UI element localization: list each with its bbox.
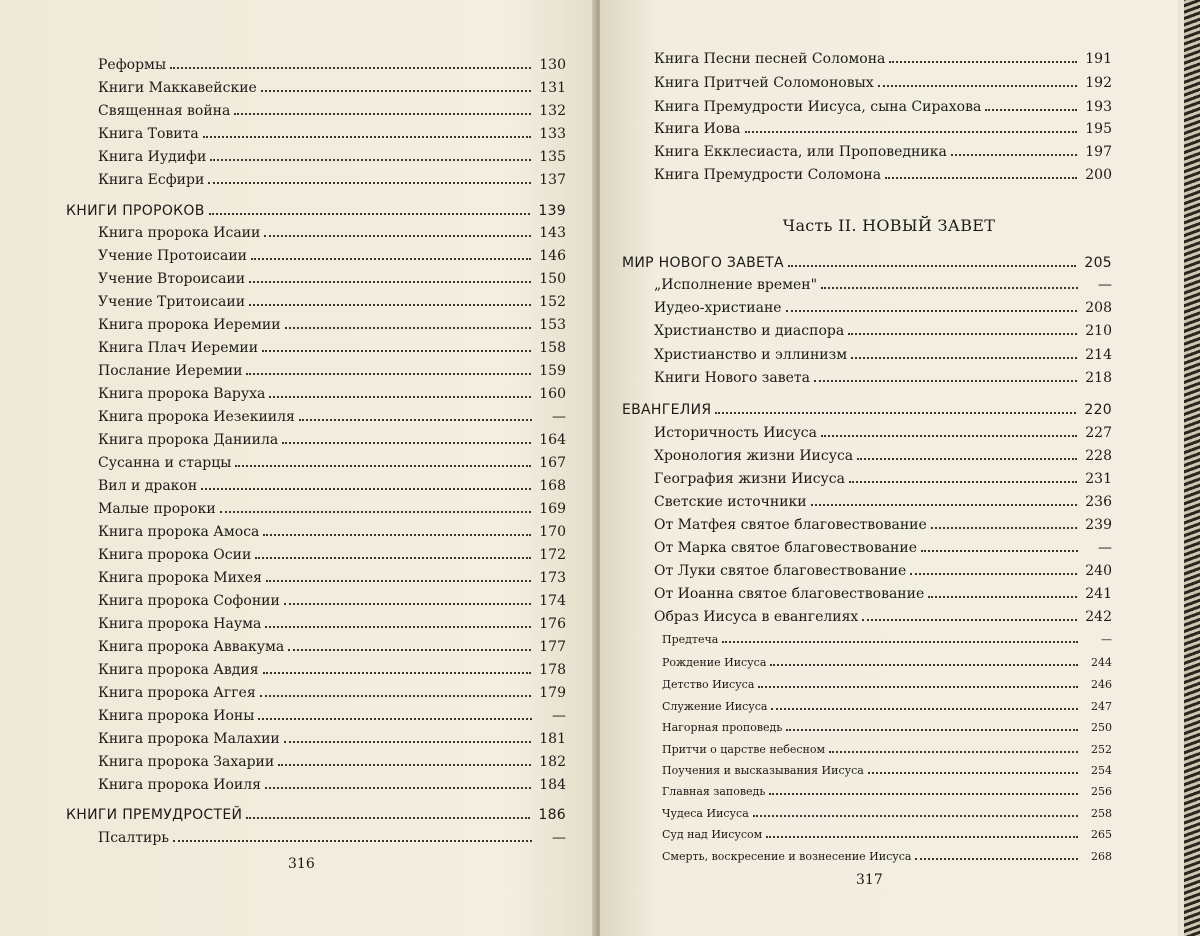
toc-entry [98, 477, 566, 495]
toc-page-number: 184 [539, 777, 566, 793]
toc-page-number: 146 [539, 248, 566, 264]
dot-leader [299, 419, 532, 421]
dot-leader [269, 396, 531, 398]
toc-entry-title: Книга пророка Варуха [98, 386, 266, 402]
toc-entry [98, 615, 566, 633]
dot-leader [811, 504, 1078, 506]
toc-entry [654, 516, 1112, 534]
toc-page-number: 150 [539, 271, 566, 287]
toc-entry-title: Книга пророка Малахии [98, 731, 280, 747]
toc-section-heading [622, 401, 1112, 419]
toc-entry [98, 454, 566, 472]
toc-page-number: 172 [539, 547, 566, 563]
toc-page-number: 240 [1085, 563, 1112, 579]
toc-page-number: 143 [539, 225, 566, 241]
toc-page-number: 139 [538, 203, 566, 219]
toc-entry [98, 408, 566, 426]
toc-entry-title: Книга Екклесиаста, или Проповедника [654, 144, 947, 160]
toc-entry [654, 276, 1112, 294]
toc-entry-title: Сусанна и старцы [98, 455, 232, 471]
page-edge-inner [1178, 0, 1184, 936]
toc-page-number: 242 [1085, 609, 1112, 625]
toc-entry-title: Книга пророка Аггея [98, 685, 256, 701]
dot-leader [722, 641, 1078, 643]
toc-entry-title: Псалтирь [98, 830, 169, 846]
dot-leader [284, 741, 531, 743]
dot-leader [255, 557, 531, 559]
toc-entry [654, 346, 1112, 364]
toc-entry-title: Книга пророка Ионы [98, 708, 255, 724]
toc-entry [98, 431, 566, 449]
toc-entry [662, 762, 1112, 780]
toc-page-number: 137 [539, 172, 566, 188]
toc-entry [654, 562, 1112, 580]
toc-entry-title: Книга пророка Авдия [98, 662, 259, 678]
toc-entry-title: Светские источники [654, 494, 807, 510]
dot-leader [851, 357, 1077, 359]
dot-leader [829, 751, 1078, 753]
toc-entry [654, 143, 1112, 161]
dot-leader [249, 304, 531, 306]
toc-entry-title: Поучения и высказывания Иисуса [662, 764, 864, 777]
dot-leader [264, 235, 531, 237]
left-page [0, 0, 596, 936]
toc-page-number: 133 [539, 126, 566, 142]
dot-leader [251, 258, 531, 260]
toc-entry [654, 539, 1112, 557]
toc-entry-title: Учение Второисаии [98, 271, 246, 287]
toc-entry [98, 730, 566, 748]
toc-page-number: 159 [539, 363, 566, 379]
dot-leader [246, 373, 531, 375]
toc-entry [654, 299, 1112, 317]
dot-leader [766, 836, 1078, 838]
toc-page-number: 192 [1085, 75, 1112, 91]
dot-leader [814, 380, 1077, 382]
toc-entry-title: Книга пророка Наума [98, 616, 262, 632]
toc-entry-title: Книга пророка Захарии [98, 754, 275, 770]
toc-page-number: — [552, 708, 566, 724]
toc-entry [662, 698, 1112, 716]
dot-leader [285, 327, 532, 329]
toc-entry-title: Книга пророка Софонии [98, 593, 280, 609]
toc-entry-title: География жизни Иисуса [654, 471, 845, 487]
toc-entry-title: Христианство и эллинизм [654, 347, 848, 363]
toc-entry [654, 74, 1112, 92]
dot-leader [246, 817, 530, 819]
toc-page-number: 254 [1091, 764, 1112, 777]
dot-leader [234, 113, 531, 115]
toc-page-number: 246 [1091, 678, 1112, 691]
toc-entry [654, 470, 1112, 488]
toc-entry-title: Учение Протоисаии [98, 248, 248, 264]
toc-entry-title: Реформы [98, 57, 167, 73]
dot-leader [889, 61, 1077, 63]
toc-entry-title: Книга Плач Иеремии [98, 340, 259, 356]
dot-leader [915, 858, 1078, 860]
toc-page-number: — [1101, 633, 1112, 646]
toc-entry [98, 776, 566, 794]
toc-entry [662, 676, 1112, 694]
toc-entry-title: От Матфея святое благовествование [654, 517, 927, 533]
toc-page-number: 177 [539, 639, 566, 655]
toc-entry [98, 56, 566, 74]
toc-page-number: 227 [1085, 425, 1112, 441]
toc-entry-title: Нагорная проповедь [662, 721, 783, 734]
toc-entry-title: КНИГИ ПРОРОКОВ [66, 203, 205, 219]
toc-page-number: 200 [1085, 167, 1112, 183]
toc-entry-title: ЕВАНГЕЛИЯ [622, 402, 712, 418]
toc-page-number: 236 [1085, 494, 1112, 510]
toc-page-number: 258 [1091, 807, 1112, 820]
dot-leader [885, 177, 1077, 179]
toc-section-heading [622, 254, 1112, 272]
dot-leader [282, 442, 531, 444]
dot-leader [265, 787, 531, 789]
toc-entry-title: Книга Песни песней Соломона [654, 51, 886, 67]
dot-leader [260, 695, 532, 697]
toc-entry [98, 125, 566, 143]
toc-page-number: 250 [1091, 721, 1112, 734]
toc-entry-title: КНИГИ ПРЕМУДРОСТЕЙ [66, 807, 243, 823]
dot-leader [786, 729, 1078, 731]
toc-page-number: 135 [539, 149, 566, 165]
toc-entry-title: От Марка святое благовествование [654, 540, 917, 556]
left-page-number: 316 [288, 856, 315, 872]
dot-leader [857, 458, 1077, 460]
toc-entry-title: Книга Премудрости Иисуса, сына Сирахова [654, 99, 982, 115]
toc-page-number: 228 [1085, 448, 1112, 464]
toc-page-number: 241 [1085, 586, 1112, 602]
toc-page-number: 231 [1085, 471, 1112, 487]
toc-entry-title: Книга пророка Иоиля [98, 777, 261, 793]
toc-entry [662, 631, 1112, 649]
dot-leader [745, 131, 1078, 133]
dot-leader [210, 159, 531, 161]
dot-leader [848, 333, 1077, 335]
toc-page-number: 164 [539, 432, 566, 448]
toc-section-heading [66, 202, 566, 220]
dot-leader [263, 672, 532, 674]
toc-page-number: 173 [539, 570, 566, 586]
toc-entry-title: От Луки святое благовествование [654, 563, 907, 579]
toc-page-number: 176 [539, 616, 566, 632]
toc-entry-title: Книга Иудифи [98, 149, 207, 165]
toc-entry [98, 684, 566, 702]
toc-entry-title: Книга пророка Аввакума [98, 639, 285, 655]
toc-entry [662, 654, 1112, 672]
toc-entry [98, 362, 566, 380]
toc-entry [98, 523, 566, 541]
toc-entry [654, 166, 1112, 184]
dot-leader [715, 412, 1076, 414]
toc-entry [98, 171, 566, 189]
dot-leader [220, 511, 532, 513]
dot-leader [849, 481, 1077, 483]
toc-entry [654, 424, 1112, 442]
toc-page-number: 265 [1091, 828, 1112, 841]
toc-entry-title: Иудео-христиане [654, 300, 782, 316]
toc-entry [662, 719, 1112, 737]
dot-leader [753, 815, 1078, 817]
right-page-number: 317 [856, 872, 883, 888]
toc-page-number: 220 [1084, 402, 1112, 418]
toc-entry [654, 50, 1112, 68]
toc-entry [98, 247, 566, 265]
toc-entry-title: Предтеча [662, 633, 719, 646]
toc-page-number: 167 [539, 455, 566, 471]
dot-leader [928, 596, 1077, 598]
toc-page-number: 179 [539, 685, 566, 701]
toc-entry-title: Книга пророка Иеремии [98, 317, 281, 333]
toc-entry [654, 493, 1112, 511]
toc-entry-title: Священная война [98, 103, 231, 119]
toc-entry-title: Книга пророка Иезекииля [98, 409, 295, 425]
toc-page-number: 244 [1091, 656, 1112, 669]
toc-entry-title: Главная заповедь [662, 785, 766, 798]
toc-page-number: 174 [539, 593, 566, 609]
toc-page-number: 208 [1085, 300, 1112, 316]
dot-leader [288, 649, 531, 651]
toc-entry [98, 148, 566, 166]
dot-leader [265, 626, 531, 628]
toc-entry [654, 322, 1112, 340]
toc-page-number: 152 [539, 294, 566, 310]
toc-entry-title: Книга Притчей Соломоновых [654, 75, 874, 91]
toc-entry [98, 224, 566, 242]
dot-leader [786, 310, 1078, 312]
dot-leader [170, 67, 531, 69]
dot-leader [278, 764, 531, 766]
dot-leader [931, 527, 1078, 529]
toc-entry-title: Христианство и диаспора [654, 323, 845, 339]
toc-entry-title: Книга пророка Михея [98, 570, 262, 586]
toc-page-number: 256 [1091, 785, 1112, 798]
dot-leader [261, 90, 531, 92]
dot-leader [921, 550, 1078, 552]
dot-leader [263, 534, 531, 536]
toc-entry-title: Книга пророка Амоса [98, 524, 260, 540]
toc-page-number: — [1098, 540, 1112, 556]
toc-page-number: 186 [538, 807, 566, 823]
toc-entry [98, 661, 566, 679]
toc-page-number: 195 [1085, 121, 1112, 137]
toc-section-heading [66, 806, 566, 824]
toc-page-number: 158 [539, 340, 566, 356]
dot-leader [201, 488, 531, 490]
toc-page-number: — [1098, 277, 1112, 293]
toc-entry [98, 500, 566, 518]
toc-page-number: 130 [539, 57, 566, 73]
toc-page-number: 178 [539, 662, 566, 678]
toc-page-number: 247 [1091, 700, 1112, 713]
dot-leader [951, 154, 1077, 156]
toc-page-number: 268 [1091, 850, 1112, 863]
right-page [600, 0, 1178, 936]
dot-leader [878, 85, 1078, 87]
toc-page-number: 191 [1085, 51, 1112, 67]
toc-entry-title: Смерть, воскресение и вознесение Иисуса [662, 850, 912, 863]
toc-page-number: 182 [539, 754, 566, 770]
toc-entry-title: Книга пророка Осии [98, 547, 252, 563]
toc-entry-title: Образ Иисуса в евангелиях [654, 609, 859, 625]
dot-leader [173, 840, 532, 842]
toc-entry [98, 79, 566, 97]
toc-entry [98, 339, 566, 357]
toc-entry-title: Книга пророка Даниила [98, 432, 279, 448]
toc-page-number: 197 [1085, 144, 1112, 160]
toc-entry-title: Суд над Иисусом [662, 828, 763, 841]
dot-leader [771, 708, 1078, 710]
toc-entry [98, 753, 566, 771]
toc-entry [662, 783, 1112, 801]
dot-leader [769, 793, 1078, 795]
toc-page-number: 131 [539, 80, 566, 96]
toc-page-number: 181 [539, 731, 566, 747]
toc-page-number: 252 [1091, 743, 1112, 756]
toc-entry-title: Вил и дракон [98, 478, 198, 494]
toc-entry [98, 316, 566, 334]
toc-entry [98, 829, 566, 847]
toc-entry [654, 585, 1112, 603]
dot-leader [821, 435, 1077, 437]
toc-entry-title: Учение Тритоисаии [98, 294, 246, 310]
dot-leader [910, 573, 1077, 575]
toc-entry [98, 102, 566, 120]
toc-entry-title: Детство Иисуса [662, 678, 755, 691]
dot-leader [284, 603, 531, 605]
dot-leader [203, 136, 532, 138]
toc-page-number: 193 [1085, 99, 1112, 115]
toc-entry [98, 638, 566, 656]
dot-leader [258, 718, 532, 720]
toc-page-number: 169 [539, 501, 566, 517]
toc-entry-title: Книга Товита [98, 126, 199, 142]
dot-leader [788, 265, 1077, 267]
toc-entry-title: Книга пророка Исаии [98, 225, 261, 241]
toc-entry-title: Книги Маккавейские [98, 80, 257, 96]
toc-entry-title: Малые пророки [98, 501, 216, 517]
toc-page-number: 170 [539, 524, 566, 540]
toc-page-number: 239 [1085, 517, 1112, 533]
toc-entry-title: Книга Иова [654, 121, 741, 137]
dot-leader [266, 580, 531, 582]
toc-entry-title: „Исполнение времен" [654, 277, 818, 293]
toc-entry-title: Послание Иеремии [98, 363, 243, 379]
toc-entry-title: Книги Нового завета [654, 370, 811, 386]
dot-leader [235, 465, 531, 467]
toc-page-number: 214 [1085, 347, 1112, 363]
dot-leader [985, 109, 1077, 111]
dot-leader [262, 350, 531, 352]
toc-entry [662, 826, 1112, 844]
toc-entry [654, 98, 1112, 116]
dot-leader [249, 281, 531, 283]
dot-leader [862, 619, 1077, 621]
toc-entry [98, 270, 566, 288]
toc-entry-title: МИР НОВОГО ЗАВЕТА [622, 255, 784, 271]
toc-entry-title: Служение Иисуса [662, 700, 768, 713]
left-toc [0, 0, 596, 936]
toc-page-number: 218 [1085, 370, 1112, 386]
toc-page-number: 205 [1084, 255, 1112, 271]
dot-leader [821, 287, 1078, 289]
toc-entry [654, 120, 1112, 138]
toc-entry [98, 569, 566, 587]
toc-page-number: — [552, 830, 566, 846]
toc-entry [662, 848, 1112, 866]
toc-entry-title: Притчи о царстве небесном [662, 743, 826, 756]
toc-page-number: 132 [539, 103, 566, 119]
toc-entry [654, 608, 1112, 626]
toc-entry [662, 805, 1112, 823]
toc-entry-title: Хронология жизни Иисуса [654, 448, 854, 464]
toc-entry-title: Рождение Иисуса [662, 656, 767, 669]
dot-leader [208, 182, 531, 184]
dot-leader [770, 664, 1078, 666]
toc-entry [98, 546, 566, 564]
dot-leader [209, 213, 531, 215]
dot-leader [868, 772, 1078, 774]
toc-entry [662, 741, 1112, 759]
toc-entry [98, 707, 566, 725]
toc-entry [98, 293, 566, 311]
toc-entry-title: Чудеса Иисуса [662, 807, 749, 820]
toc-entry [654, 447, 1112, 465]
dot-leader [758, 686, 1078, 688]
toc-entry-title: Историчность Иисуса [654, 425, 817, 441]
toc-entry-title: Книга Премудрости Соломона [654, 167, 882, 183]
toc-entry [654, 369, 1112, 387]
toc-page-number: 210 [1085, 323, 1112, 339]
toc-entry [98, 592, 566, 610]
toc-page-number: 153 [539, 317, 566, 333]
part-heading: Часть II. НОВЫЙ ЗАВЕТ [782, 216, 996, 235]
toc-entry [98, 385, 566, 403]
toc-page-number: 168 [539, 478, 566, 494]
toc-entry-title: От Иоанна святое благовествование [654, 586, 925, 602]
toc-page-number: 160 [539, 386, 566, 402]
toc-page-number: — [552, 409, 566, 425]
toc-entry-title: Книга Есфири [98, 172, 205, 188]
right-toc [600, 0, 1178, 936]
